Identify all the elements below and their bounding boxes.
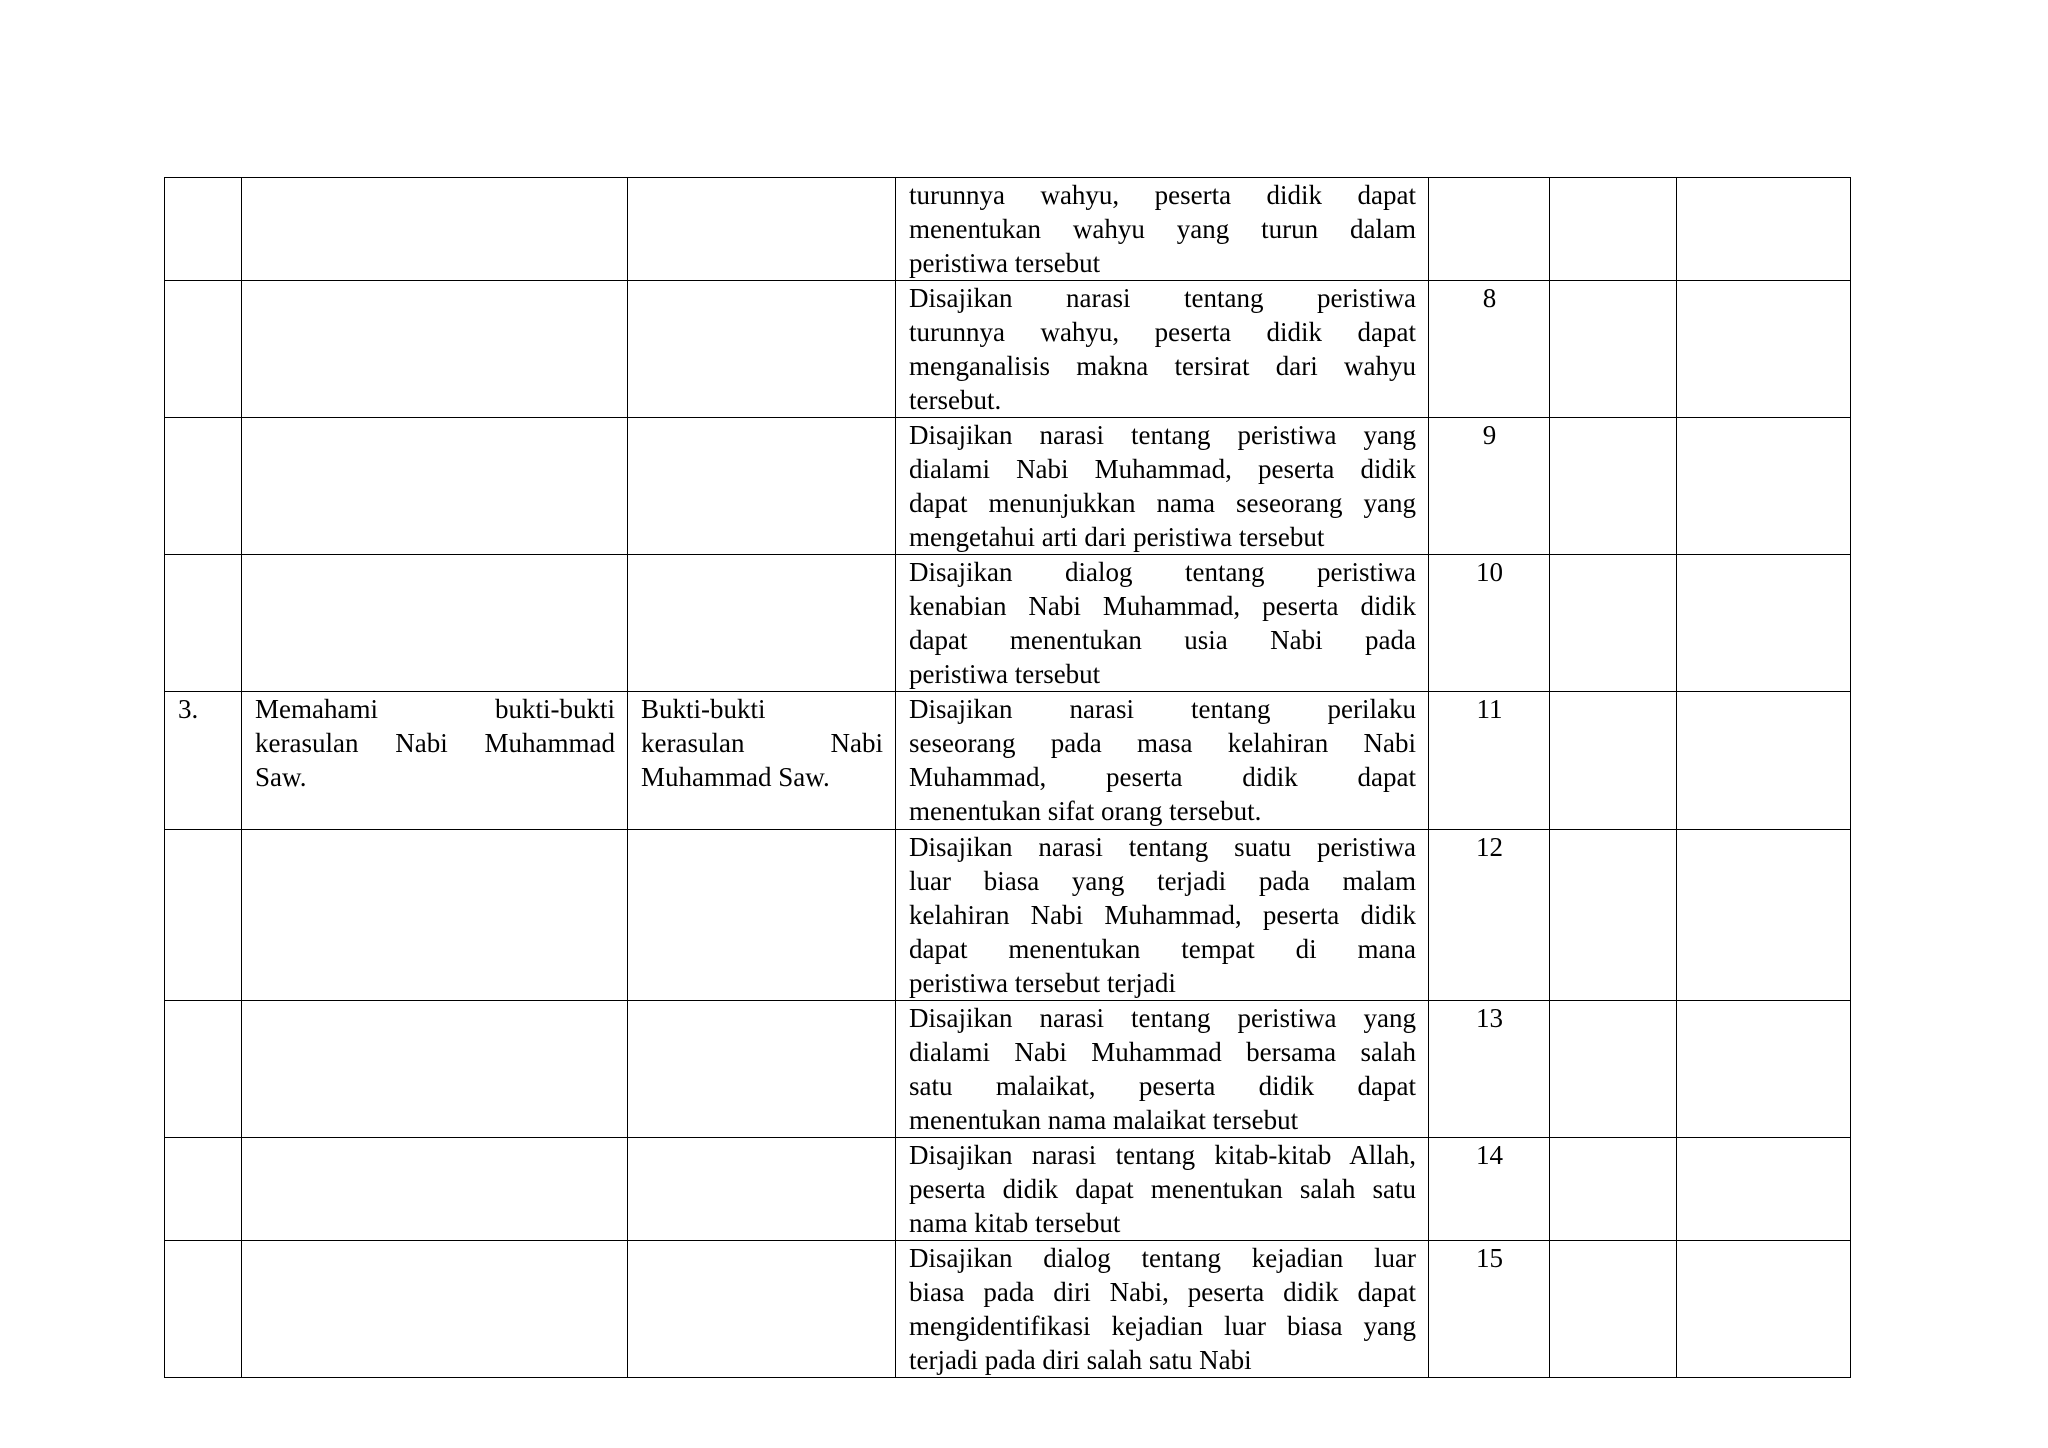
cell-line: menentukan nama malaikat tersebut [909,1105,1299,1135]
cell-empty [1677,555,1851,692]
cell-line: dapat menunjukkan nama seseorang yang [909,488,1416,518]
grid-table [164,177,1851,1378]
cell-number [165,281,242,418]
cell-line: Disajikan dialog tentang kejadian luar [909,1243,1416,1273]
cell-line: Memahami bukti-bukti [255,694,615,724]
cell-empty [1550,1138,1677,1241]
cell-line: menentukan wahyu yang turun dalam [909,214,1416,244]
cell-indicator [896,555,1429,692]
cell-item-number: 15 [1429,1241,1550,1378]
cell-indicator [896,418,1429,555]
cell-line: luar biasa yang terjadi pada malam [909,866,1416,896]
cell-number: 3. [165,692,242,830]
cell-line: menganalisis makna tersirat dari wahyu [909,351,1416,381]
cell-indicator [896,830,1429,1001]
cell-indicator [896,692,1429,830]
cell-material [628,1138,896,1241]
table-body [165,178,1851,1378]
cell-line: peristiwa tersebut [909,659,1101,689]
cell-line: Disajikan dialog tentang peristiwa [909,557,1416,587]
cell-item-number: 11 [1429,692,1550,830]
table-row [165,1241,1851,1378]
cell-number [165,1138,242,1241]
cell-line: satu malaikat, peserta didik dapat [909,1071,1416,1101]
cell-indicator [896,1241,1429,1378]
table-row [165,178,1851,281]
cell-material [628,1241,896,1378]
cell-line: mengidentifikasi kejadian luar biasa yang [909,1311,1416,1341]
cell-empty [1677,281,1851,418]
cell-line: turunnya wahyu, peserta didik dapat [909,317,1416,347]
cell-empty [1677,1138,1851,1241]
cell-indicator [896,1138,1429,1241]
cell-line: peristiwa tersebut [909,248,1101,278]
cell-empty [1550,418,1677,555]
cell-line: nama kitab tersebut [909,1208,1121,1238]
cell-line: peristiwa tersebut terjadi [909,968,1176,998]
cell-number [165,1241,242,1378]
cell-competency [242,555,628,692]
cell-material [628,555,896,692]
cell-empty [1677,178,1851,281]
cell-line: Disajikan narasi tentang perilaku [909,694,1416,724]
cell-material [628,1001,896,1138]
cell-number [165,418,242,555]
cell-empty [1677,418,1851,555]
cell-empty [1677,692,1851,830]
cell-material [628,692,896,830]
cell-line: dapat menentukan tempat di mana [909,934,1416,964]
cell-competency [242,692,628,830]
cell-line: dialami Nabi Muhammad, peserta didik [909,454,1416,484]
cell-line: Disajikan narasi tentang peristiwa yang [909,420,1416,450]
cell-line: dialami Nabi Muhammad bersama salah [909,1037,1416,1067]
table-row [165,555,1851,692]
cell-line: menentukan sifat orang tersebut. [909,796,1262,826]
cell-item-number: 9 [1429,418,1550,555]
cell-indicator [896,281,1429,418]
cell-empty [1550,830,1677,1001]
cell-line: biasa pada diri Nabi, peserta didik dapat [909,1277,1416,1307]
cell-empty [1550,1001,1677,1138]
cell-competency [242,418,628,555]
cell-line: Disajikan narasi tentang kitab-kitab Allah, [909,1140,1416,1170]
cell-line: kelahiran Nabi Muhammad, peserta didik [909,900,1416,930]
cell-line: seseorang pada masa kelahiran Nabi [909,728,1416,758]
cell-line: kerasulan Nabi [641,728,883,758]
cell-number [165,1001,242,1138]
cell-line: Saw. [255,762,307,792]
cell-empty [1550,281,1677,418]
cell-competency [242,281,628,418]
cell-competency [242,1138,628,1241]
cell-empty [1677,1241,1851,1378]
table-row [165,281,1851,418]
cell-item-number [1429,178,1550,281]
cell-competency [242,1241,628,1378]
cell-item-number: 8 [1429,281,1550,418]
table-row [165,830,1851,1001]
cell-material [628,281,896,418]
cell-empty [1550,692,1677,830]
cell-line: peserta didik dapat menentukan salah satu [909,1174,1416,1204]
cell-line: terjadi pada diri salah satu Nabi [909,1345,1252,1375]
cell-indicator [896,178,1429,281]
cell-empty [1550,1241,1677,1378]
table-row [165,1001,1851,1138]
table-row [165,418,1851,555]
cell-material [628,418,896,555]
table-row [165,1138,1851,1241]
cell-line: Disajikan narasi tentang peristiwa [909,283,1416,313]
cell-line: mengetahui arti dari peristiwa tersebut [909,522,1325,552]
cell-line: Muhammad, peserta didik dapat [909,762,1416,792]
cell-line: kenabian Nabi Muhammad, peserta didik [909,591,1416,621]
cell-line: kerasulan Nabi Muhammad [255,728,615,758]
cell-line: dapat menentukan usia Nabi pada [909,625,1416,655]
cell-item-number: 13 [1429,1001,1550,1138]
cell-empty [1677,1001,1851,1138]
cell-line: tersebut. [909,385,1002,415]
cell-item-number: 10 [1429,555,1550,692]
cell-material [628,178,896,281]
cell-number [165,555,242,692]
cell-competency [242,1001,628,1138]
cell-material [628,830,896,1001]
cell-empty [1550,555,1677,692]
cell-item-number: 12 [1429,830,1550,1001]
cell-number [165,178,242,281]
cell-number [165,830,242,1001]
cell-empty [1550,178,1677,281]
cell-line: turunnya wahyu, peserta didik dapat [909,180,1416,210]
cell-line: Disajikan narasi tentang suatu peristiwa [909,832,1416,862]
table-row [165,692,1851,830]
cell-line: Bukti-bukti [641,694,766,724]
cell-line: Muhammad Saw. [641,762,830,792]
cell-indicator [896,1001,1429,1138]
cell-item-number: 14 [1429,1138,1550,1241]
cell-line: Disajikan narasi tentang peristiwa yang [909,1003,1416,1033]
cell-empty [1677,830,1851,1001]
cell-competency [242,178,628,281]
cell-competency [242,830,628,1001]
